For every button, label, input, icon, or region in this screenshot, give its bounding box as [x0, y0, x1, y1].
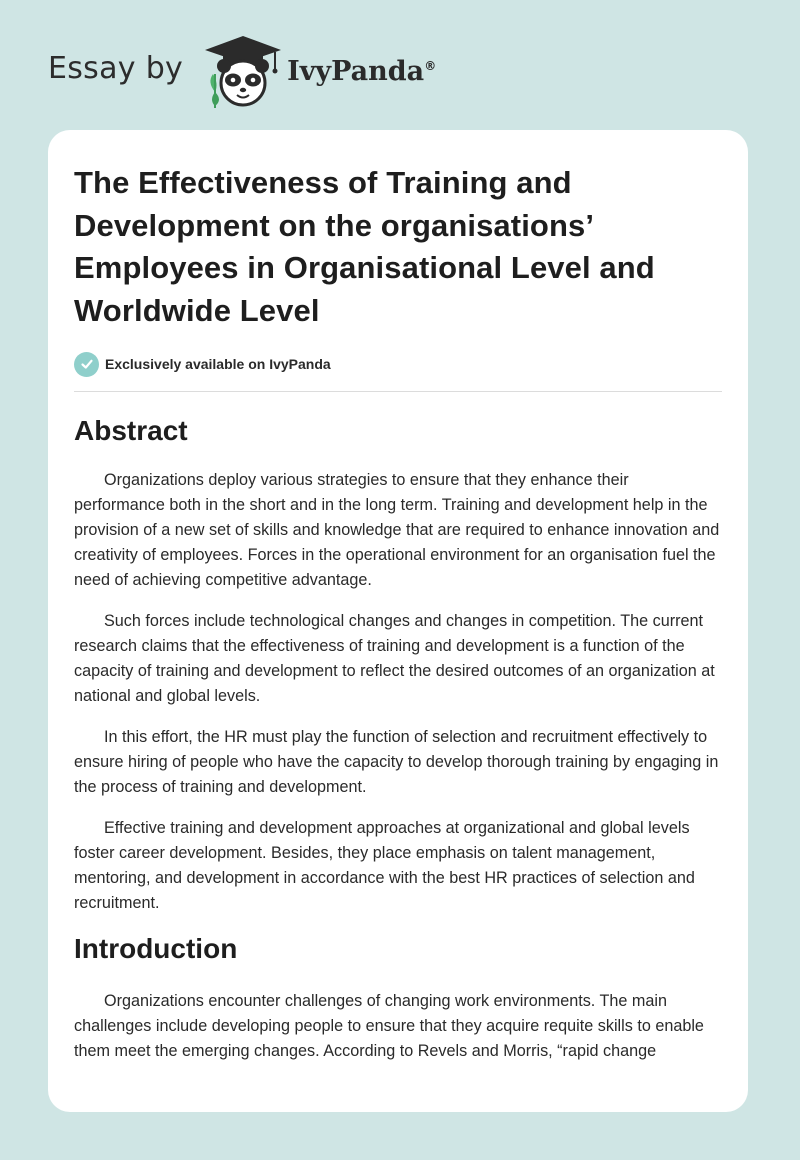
section-body — [74, 989, 722, 1064]
check-circle-icon — [74, 352, 99, 377]
exclusive-label: Exclusively available on IvyPanda — [105, 356, 331, 372]
brand-name[interactable]: IvyPanda® — [287, 55, 437, 87]
paragraph: Organizations encounter challenges of changing work environments. The main challenges include developing people to ensure that they acquire requite skills to enable them meet the emerging changes. According to Revels and Morris, “rapid change — [74, 992, 704, 1060]
section-abstract — [74, 414, 722, 916]
essay-title: The Effectiveness of Training and Development on the organisations’ Employees in Organisational Level and Worldwide Level — [74, 165, 655, 328]
title-divider — [74, 391, 722, 392]
registered-mark: ® — [424, 58, 437, 73]
section-introduction — [74, 932, 722, 1064]
panda-graduate-icon[interactable] — [201, 30, 285, 110]
paragraph: Such forces include technological changes and changes in competition. The current research claims that the effectiveness of training and development is a function of the capacity of training and development to reflect the desired outcomes of an organization at national and global levels. — [74, 612, 715, 705]
paragraph: In this effort, the HR must play the function of selection and recruitment effectively to ensure hiring of people who have the capacity to develop thorough training by engaging in the process of training and development. — [74, 728, 719, 796]
site-header — [48, 30, 436, 110]
essay-card — [48, 130, 748, 1112]
section-heading: Introduction — [74, 933, 238, 964]
exclusive-notice — [74, 351, 722, 377]
section-body — [74, 468, 722, 916]
paragraph: Effective training and development approaches at organizational and global levels foster career development. Besides, they place emphasis on talent management, mentoring, and development in accordance with the best HR practices of selection and recruitment. — [74, 819, 695, 912]
section-heading: Abstract — [74, 415, 188, 446]
brand-prefix: Essay by — [48, 50, 184, 86]
paragraph: Organizations deploy various strategies to ensure that they enhance their performance both in the short and in the long term. Training and development help in the provision of a new set of skills and knowledge that are required to enhance innovation and creativity of employees. Forces in the operational environment for an organisation fuel the need of achieving competitive advantage. — [74, 471, 720, 589]
